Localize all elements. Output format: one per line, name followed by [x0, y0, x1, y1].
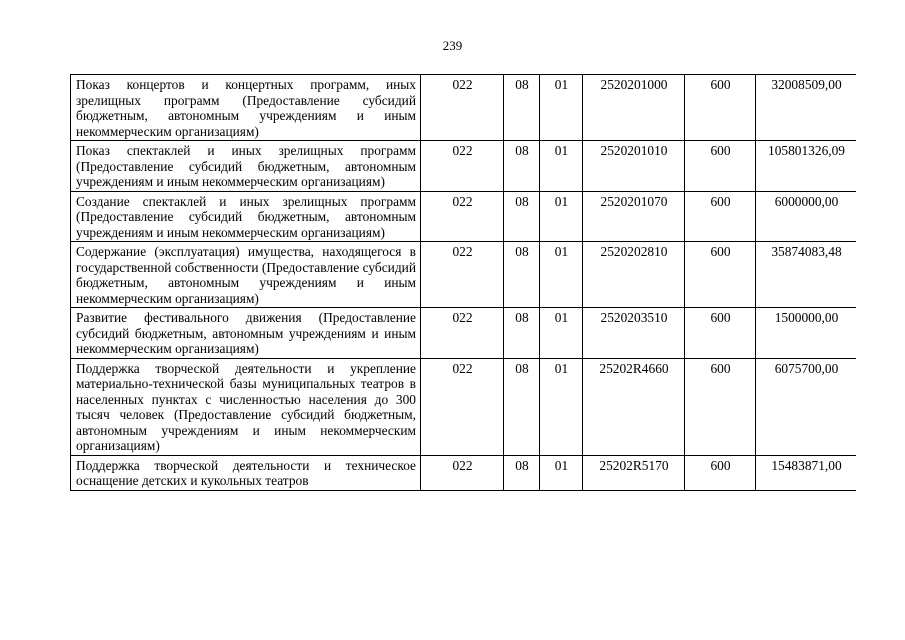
row-sum: 35874083,48 [756, 242, 857, 308]
table-row [71, 308, 857, 359]
row-grbs: 022 [421, 455, 504, 490]
row-expense-type: 600 [685, 358, 756, 455]
table-row [71, 455, 857, 490]
page-number: 239 [442, 38, 463, 53]
row-description: Содержание (эксплуатация) имущества, находящегося в государственной собственности (Предоставление субсидий бюджетным, автономным учреждениям и иным некоммерческим организациям) [71, 242, 421, 308]
row-section: 08 [504, 455, 540, 490]
row-description: Показ спектаклей и иных зрелищных программ (Предоставление субсидий бюджетным, автономным учреждениям и иным некоммерческим организациям) [71, 141, 421, 192]
row-target-article: 2520203510 [583, 308, 685, 359]
table-row [71, 75, 857, 141]
row-expense-type: 600 [685, 191, 756, 242]
row-description: Поддержка творческой деятельности и укрепление материально-технической базы муниципальных театров в населенных пунктах с численностью населения до 300 тысяч человек (Предоставление субсидий бюджетным, автономным учреждениям и иным некоммерческим организациям) [71, 358, 421, 455]
row-sum: 6075700,00 [756, 358, 857, 455]
row-target-article: 25202R5170 [583, 455, 685, 490]
row-subsection: 01 [540, 455, 583, 490]
row-sum: 1500000,00 [756, 308, 857, 359]
row-target-article: 2520202810 [583, 242, 685, 308]
row-expense-type: 600 [685, 75, 756, 141]
row-grbs: 022 [421, 242, 504, 308]
row-target-article: 2520201010 [583, 141, 685, 192]
row-subsection: 01 [540, 308, 583, 359]
row-sum: 6000000,00 [756, 191, 857, 242]
row-description: Показ концертов и концертных программ, иных зрелищных программ (Предоставление субсидий бюджетным, автономным учреждениям и иным некоммерческим организациям) [71, 75, 421, 141]
row-expense-type: 600 [685, 141, 756, 192]
row-section: 08 [504, 358, 540, 455]
row-section: 08 [504, 75, 540, 141]
budget-table [70, 74, 856, 491]
row-subsection: 01 [540, 141, 583, 192]
row-target-article: 2520201000 [583, 75, 685, 141]
table-row [71, 242, 857, 308]
row-sum: 105801326,09 [756, 141, 857, 192]
row-subsection: 01 [540, 358, 583, 455]
row-description: Поддержка творческой деятельности и техническое оснащение детских и кукольных театров [71, 455, 421, 490]
row-target-article: 2520201070 [583, 191, 685, 242]
table-row [71, 358, 857, 455]
row-description: Развитие фестивального движения (Предоставление субсидий бюджетным, автономным учреждениям и иным некоммерческим организациям) [71, 308, 421, 359]
row-expense-type: 600 [685, 308, 756, 359]
row-description: Создание спектаклей и иных зрелищных программ (Предоставление субсидий бюджетным, автономным учреждениям и иным некоммерческим организациям) [71, 191, 421, 242]
row-expense-type: 600 [685, 455, 756, 490]
row-sum: 32008509,00 [756, 75, 857, 141]
row-expense-type: 600 [685, 242, 756, 308]
row-section: 08 [504, 242, 540, 308]
row-grbs: 022 [421, 191, 504, 242]
budget-table-container [70, 74, 856, 640]
row-section: 08 [504, 191, 540, 242]
row-section: 08 [504, 141, 540, 192]
row-sum: 15483871,00 [756, 455, 857, 490]
row-grbs: 022 [421, 308, 504, 359]
row-grbs: 022 [421, 75, 504, 141]
row-target-article: 25202R4660 [583, 358, 685, 455]
row-section: 08 [504, 308, 540, 359]
row-subsection: 01 [540, 75, 583, 141]
row-subsection: 01 [540, 191, 583, 242]
row-grbs: 022 [421, 141, 504, 192]
row-subsection: 01 [540, 242, 583, 308]
table-row [71, 141, 857, 192]
row-grbs: 022 [421, 358, 504, 455]
table-row [71, 191, 857, 242]
